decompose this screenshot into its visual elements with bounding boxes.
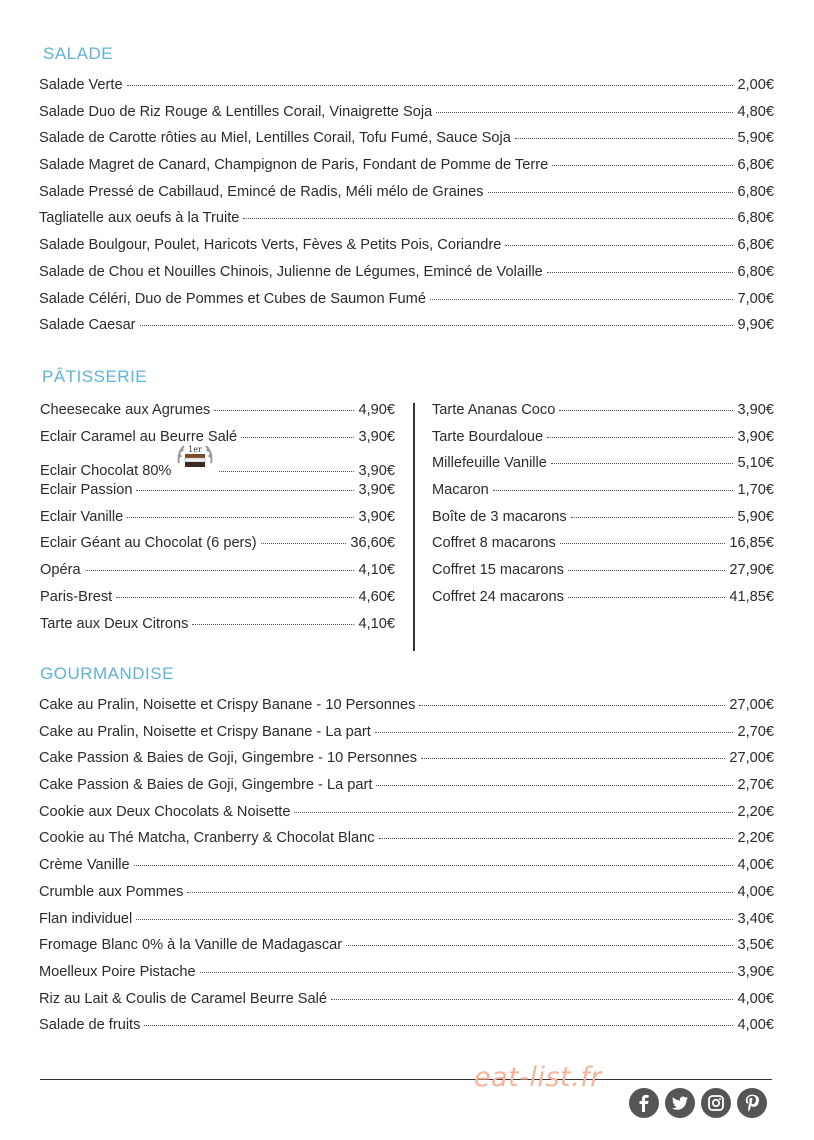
dot-leader [214,410,354,411]
item-price: 5,90€ [737,508,774,525]
dot-leader [116,597,354,598]
item-price: 4,10€ [358,615,395,632]
item-price: 1,70€ [737,482,774,499]
item-name: Salade Céléri, Duo de Pommes et Cubes de Saumon Fumé [39,290,426,307]
item-name: Moelleux Poire Pistache [39,963,196,980]
item-name: Cake Passion & Baies de Goji, Gingembre - 10 Personnes [39,750,418,767]
menu-item [40,509,395,536]
dot-leader [261,543,347,544]
dot-leader [136,490,354,491]
item-name: Salade Magret de Canard, Champignon de Paris, Fondant de Pomme de Terre [39,157,549,174]
instagram-icon[interactable] [701,1088,731,1118]
section-title-salade: SALADE [43,44,114,63]
item-name: Opéra [40,562,81,579]
menu-item [40,535,395,562]
watermark: eat-list.fr [474,1062,602,1093]
item-name: Macaron [432,482,489,499]
item-name: Salade Caesar [39,317,136,334]
item-name: Fromage Blanc 0% à la Vanille de Madagascar [39,937,343,954]
menu-item [39,130,774,157]
award-badge-icon [175,441,215,475]
dot-leader [488,192,734,193]
item-name: Salade Boulgour, Poulet, Haricots Verts, Fèves & Petits Pois, Coriandre [39,237,502,254]
menu-item [39,1017,774,1044]
menu-item [432,562,774,589]
dot-leader [547,272,734,273]
dot-leader [547,437,733,438]
dot-leader [294,812,733,813]
patisserie-left-list [40,402,395,642]
salade-list [39,77,774,344]
item-name: Salade Pressé de Cabillaud, Emincé de Radis, Méli mélo de Graines [39,183,484,200]
menu-item [432,509,774,536]
item-name: Coffret 15 macarons [432,562,564,579]
menu-item [39,184,774,211]
patisserie-right-list [432,402,774,616]
menu-item [40,482,395,509]
item-price: 6,80€ [737,210,774,227]
menu-item [432,589,774,616]
menu-item [39,237,774,264]
item-price: 27,00€ [729,750,774,767]
menu-item [432,402,774,429]
item-price: 3,90€ [358,508,395,525]
column-divider [413,403,415,651]
item-price: 3,90€ [358,482,395,499]
dot-leader [241,437,354,438]
menu-item [40,445,395,482]
menu-item [40,562,395,589]
dot-leader [346,945,733,946]
item-name: Salade de fruits [39,1017,141,1034]
item-price: 4,00€ [737,1017,774,1034]
dot-leader [559,410,733,411]
menu-item [39,77,774,104]
footer-divider [40,1079,772,1080]
item-price: 5,10€ [737,455,774,472]
item-price: 41,85€ [729,588,774,605]
menu-item [39,210,774,237]
item-name: Boîte de 3 macarons [432,508,567,525]
item-price: 6,80€ [737,263,774,280]
dot-leader [127,85,734,86]
dot-leader [144,1025,733,1026]
item-price: 6,80€ [737,183,774,200]
twitter-icon[interactable] [665,1088,695,1118]
item-name: Salade de Chou et Nouilles Chinois, Julienne de Légumes, Emincé de Volaille [39,263,543,280]
item-price: 5,90€ [737,130,774,147]
item-price: 2,20€ [737,803,774,820]
menu-item [40,429,395,456]
dot-leader [568,570,725,571]
dot-leader [421,758,725,759]
gourmandise-list [39,697,774,1044]
item-price: 4,60€ [358,588,395,605]
svg-text:1er: 1er [188,445,203,455]
item-name: Eclair Géant au Chocolat (6 pers) [40,535,257,552]
dot-leader [505,245,733,246]
item-name: Tarte aux Deux Citrons [40,615,189,632]
dot-leader [136,919,733,920]
item-name: Eclair Vanille [40,508,124,525]
dot-leader [375,732,734,733]
dot-leader [552,165,733,166]
menu-item [39,750,774,777]
menu-item [432,455,774,482]
dot-leader [376,785,733,786]
item-price: 3,90€ [737,402,774,418]
section-title-gourmandise: GOURMANDISE [40,664,174,683]
item-name: Salade de Carotte rôties au Miel, Lentilles Corail, Tofu Fumé, Sauce Soja [39,130,511,147]
item-price: 16,85€ [729,535,774,552]
item-price: 4,90€ [358,402,395,418]
dot-leader [331,999,734,1000]
dot-leader [560,543,726,544]
item-price: 2,70€ [737,777,774,794]
menu-item [39,291,774,318]
item-name: Eclair Caramel au Beurre Salé [40,428,238,445]
section-title-patisserie: PÂTISSERIE [42,367,148,386]
menu-item [432,429,774,456]
item-price: 4,10€ [358,562,395,579]
dot-leader [419,705,725,706]
dot-leader [430,299,734,300]
item-price: 4,00€ [737,857,774,874]
menu-item [40,589,395,616]
item-name: Cake au Pralin, Noisette et Crispy Banane - La part [39,723,371,740]
menu-item [39,697,774,724]
menu-item [40,616,395,643]
item-price: 2,00€ [737,77,774,93]
dot-leader [551,463,734,464]
item-price: 3,90€ [737,963,774,980]
dot-leader [219,471,354,472]
menu-item [39,317,774,344]
item-name: Tagliatelle aux oeufs à la Truite [39,210,240,227]
menu-item [39,830,774,857]
item-name: Cookie au Thé Matcha, Cranberry & Chocolat Blanc [39,830,375,847]
item-name: Crème Vanille [39,857,130,874]
item-price: 9,90€ [737,317,774,334]
dot-leader [243,218,733,219]
dot-leader [436,112,733,113]
item-name: Cake Passion & Baies de Goji, Gingembre - La part [39,777,373,794]
item-name: Coffret 8 macarons [432,535,556,552]
dot-leader [200,972,734,973]
menu-item [39,104,774,131]
item-name: Tarte Bourdaloue [432,428,544,445]
item-price: 4,80€ [737,103,774,120]
menu-item [39,884,774,911]
item-price: 3,40€ [737,910,774,927]
item-name: Eclair Chocolat 80% [40,463,172,480]
social-links [629,1088,767,1118]
pinterest-icon[interactable] [737,1088,767,1118]
menu-item [39,724,774,751]
item-price: 6,80€ [737,157,774,174]
item-price: 2,70€ [737,723,774,740]
item-price: 3,90€ [737,428,774,445]
dot-leader [571,517,734,518]
item-price: 36,60€ [350,535,395,552]
dot-leader [192,624,354,625]
menu-item [432,535,774,562]
dot-leader [85,570,355,571]
menu-item [39,964,774,991]
menu-item [39,911,774,938]
item-name: Cheesecake aux Agrumes [40,402,211,418]
item-price: 7,00€ [737,290,774,307]
item-price: 27,00€ [729,697,774,713]
menu-item [40,402,395,429]
item-name: Riz au Lait & Coulis de Caramel Beurre Salé [39,990,327,1007]
menu-item [39,777,774,804]
menu-item [39,264,774,291]
facebook-icon[interactable] [629,1088,659,1118]
menu-item [432,482,774,509]
dot-leader [379,838,734,839]
item-price: 4,00€ [737,883,774,900]
item-name: Salade Verte [39,77,123,93]
item-price: 3,50€ [737,937,774,954]
item-name: Tarte Ananas Coco [432,402,556,418]
dot-leader [134,865,734,866]
item-price: 6,80€ [737,237,774,254]
item-name: Eclair Passion [40,482,133,499]
item-price: 3,90€ [358,428,395,445]
item-price: 3,90€ [358,463,395,480]
menu-item [39,937,774,964]
item-name: Cake au Pralin, Noisette et Crispy Banane - 10 Personnes [39,697,416,713]
menu-item [39,804,774,831]
dot-leader [187,892,733,893]
item-name: Flan individuel [39,910,133,927]
dot-leader [568,597,725,598]
item-name: Paris-Brest [40,588,113,605]
item-price: 27,90€ [729,562,774,579]
item-name: Coffret 24 macarons [432,588,564,605]
menu-item [39,857,774,884]
dot-leader [515,138,734,139]
item-price: 4,00€ [737,990,774,1007]
menu-item [39,991,774,1018]
dot-leader [127,517,354,518]
dot-leader [493,490,734,491]
dot-leader [140,325,734,326]
item-name: Crumble aux Pommes [39,883,184,900]
item-price: 2,20€ [737,830,774,847]
item-name: Salade Duo de Riz Rouge & Lentilles Corail, Vinaigrette Soja [39,103,433,120]
menu-item [39,157,774,184]
item-name: Cookie aux Deux Chocolats & Noisette [39,803,291,820]
item-name: Millefeuille Vanille [432,455,547,472]
